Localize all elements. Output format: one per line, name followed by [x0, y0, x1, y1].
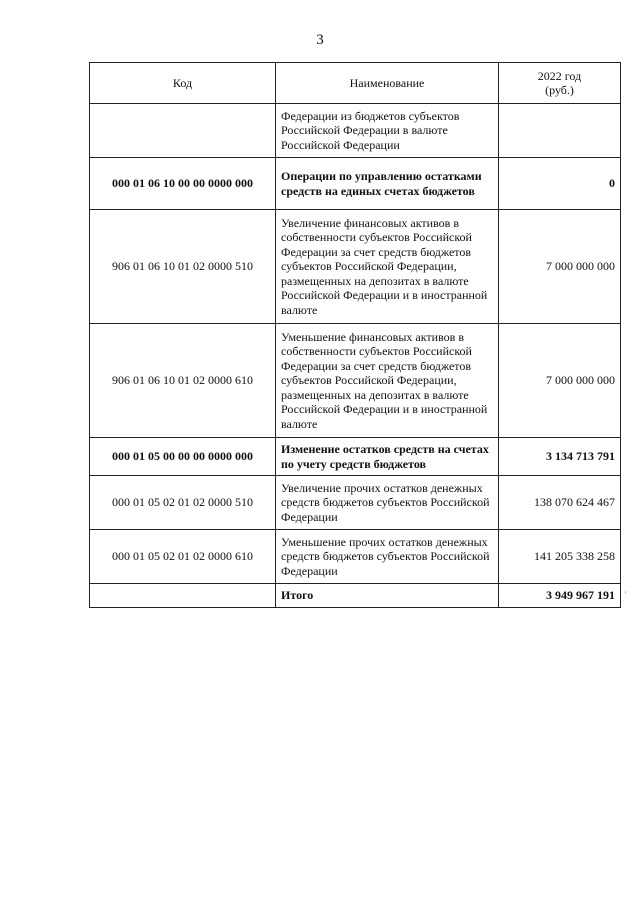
table-row: [90, 210, 621, 324]
row-name: Уменьшение прочих остатков денежных средств бюджетов субъектов Российской Федерации: [276, 530, 499, 584]
row-name: Уменьшение финансовых активов в собственности субъектов Российской Федерации за счет средств бюджетов субъектов Российской Федерации, размещенных на депозитах в валюте Российской Федерации и в иностранной валюте: [276, 324, 499, 438]
table-total-row: [90, 584, 621, 608]
row-amount: 3 134 713 791: [499, 438, 621, 476]
row-amount: 7 000 000 000: [499, 324, 621, 438]
header-amount: 2022 год (руб.): [499, 63, 621, 104]
sources-of-financing-table: [89, 62, 621, 608]
row-name: Изменение остатков средств на счетах по учету средств бюджетов: [276, 438, 499, 476]
row-code: 000 01 05 00 00 00 0000 000: [90, 438, 276, 476]
row-amount: 7 000 000 000: [499, 210, 621, 324]
row-code: 000 01 06 10 00 00 0000 000: [90, 158, 276, 210]
row-name: Операции по управлению остатками средств на единых счетах бюджетов: [276, 158, 499, 210]
row-name: Федерации из бюджетов субъектов Российской Федерации в валюте Российской Федерации: [276, 104, 499, 158]
row-amount: [499, 104, 621, 158]
table-row: [90, 158, 621, 210]
table-header-row: [90, 63, 621, 104]
table-row: [90, 476, 621, 530]
row-code: 000 01 05 02 01 02 0000 510: [90, 476, 276, 530]
total-amount: 3 949 967 191: [499, 584, 621, 608]
row-amount: 0: [499, 158, 621, 210]
row-name: Увеличение финансовых активов в собственности субъектов Российской Федерации за счет средств бюджетов субъектов Российской Федерации, размещенных на депозитах в валюте Российской Федерации и в иностранной валюте: [276, 210, 499, 324]
table-row: [90, 104, 621, 158]
margin-mark: ': [625, 590, 627, 599]
total-label: Итого: [276, 584, 499, 608]
header-name: Наименование: [276, 63, 499, 104]
row-code: 000 01 05 02 01 02 0000 610: [90, 530, 276, 584]
row-name: Увеличение прочих остатков денежных средств бюджетов субъектов Российской Федерации: [276, 476, 499, 530]
table-row: [90, 324, 621, 438]
row-code: 906 01 06 10 01 02 0000 610: [90, 324, 276, 438]
row-code: 906 01 06 10 01 02 0000 510: [90, 210, 276, 324]
table-row: [90, 530, 621, 584]
row-code: [90, 584, 276, 608]
row-amount: 138 070 624 467: [499, 476, 621, 530]
page-number: 3: [316, 32, 324, 48]
table-row: [90, 438, 621, 476]
header-code: Код: [90, 63, 276, 104]
row-amount: 141 205 338 258: [499, 530, 621, 584]
row-code: [90, 104, 276, 158]
